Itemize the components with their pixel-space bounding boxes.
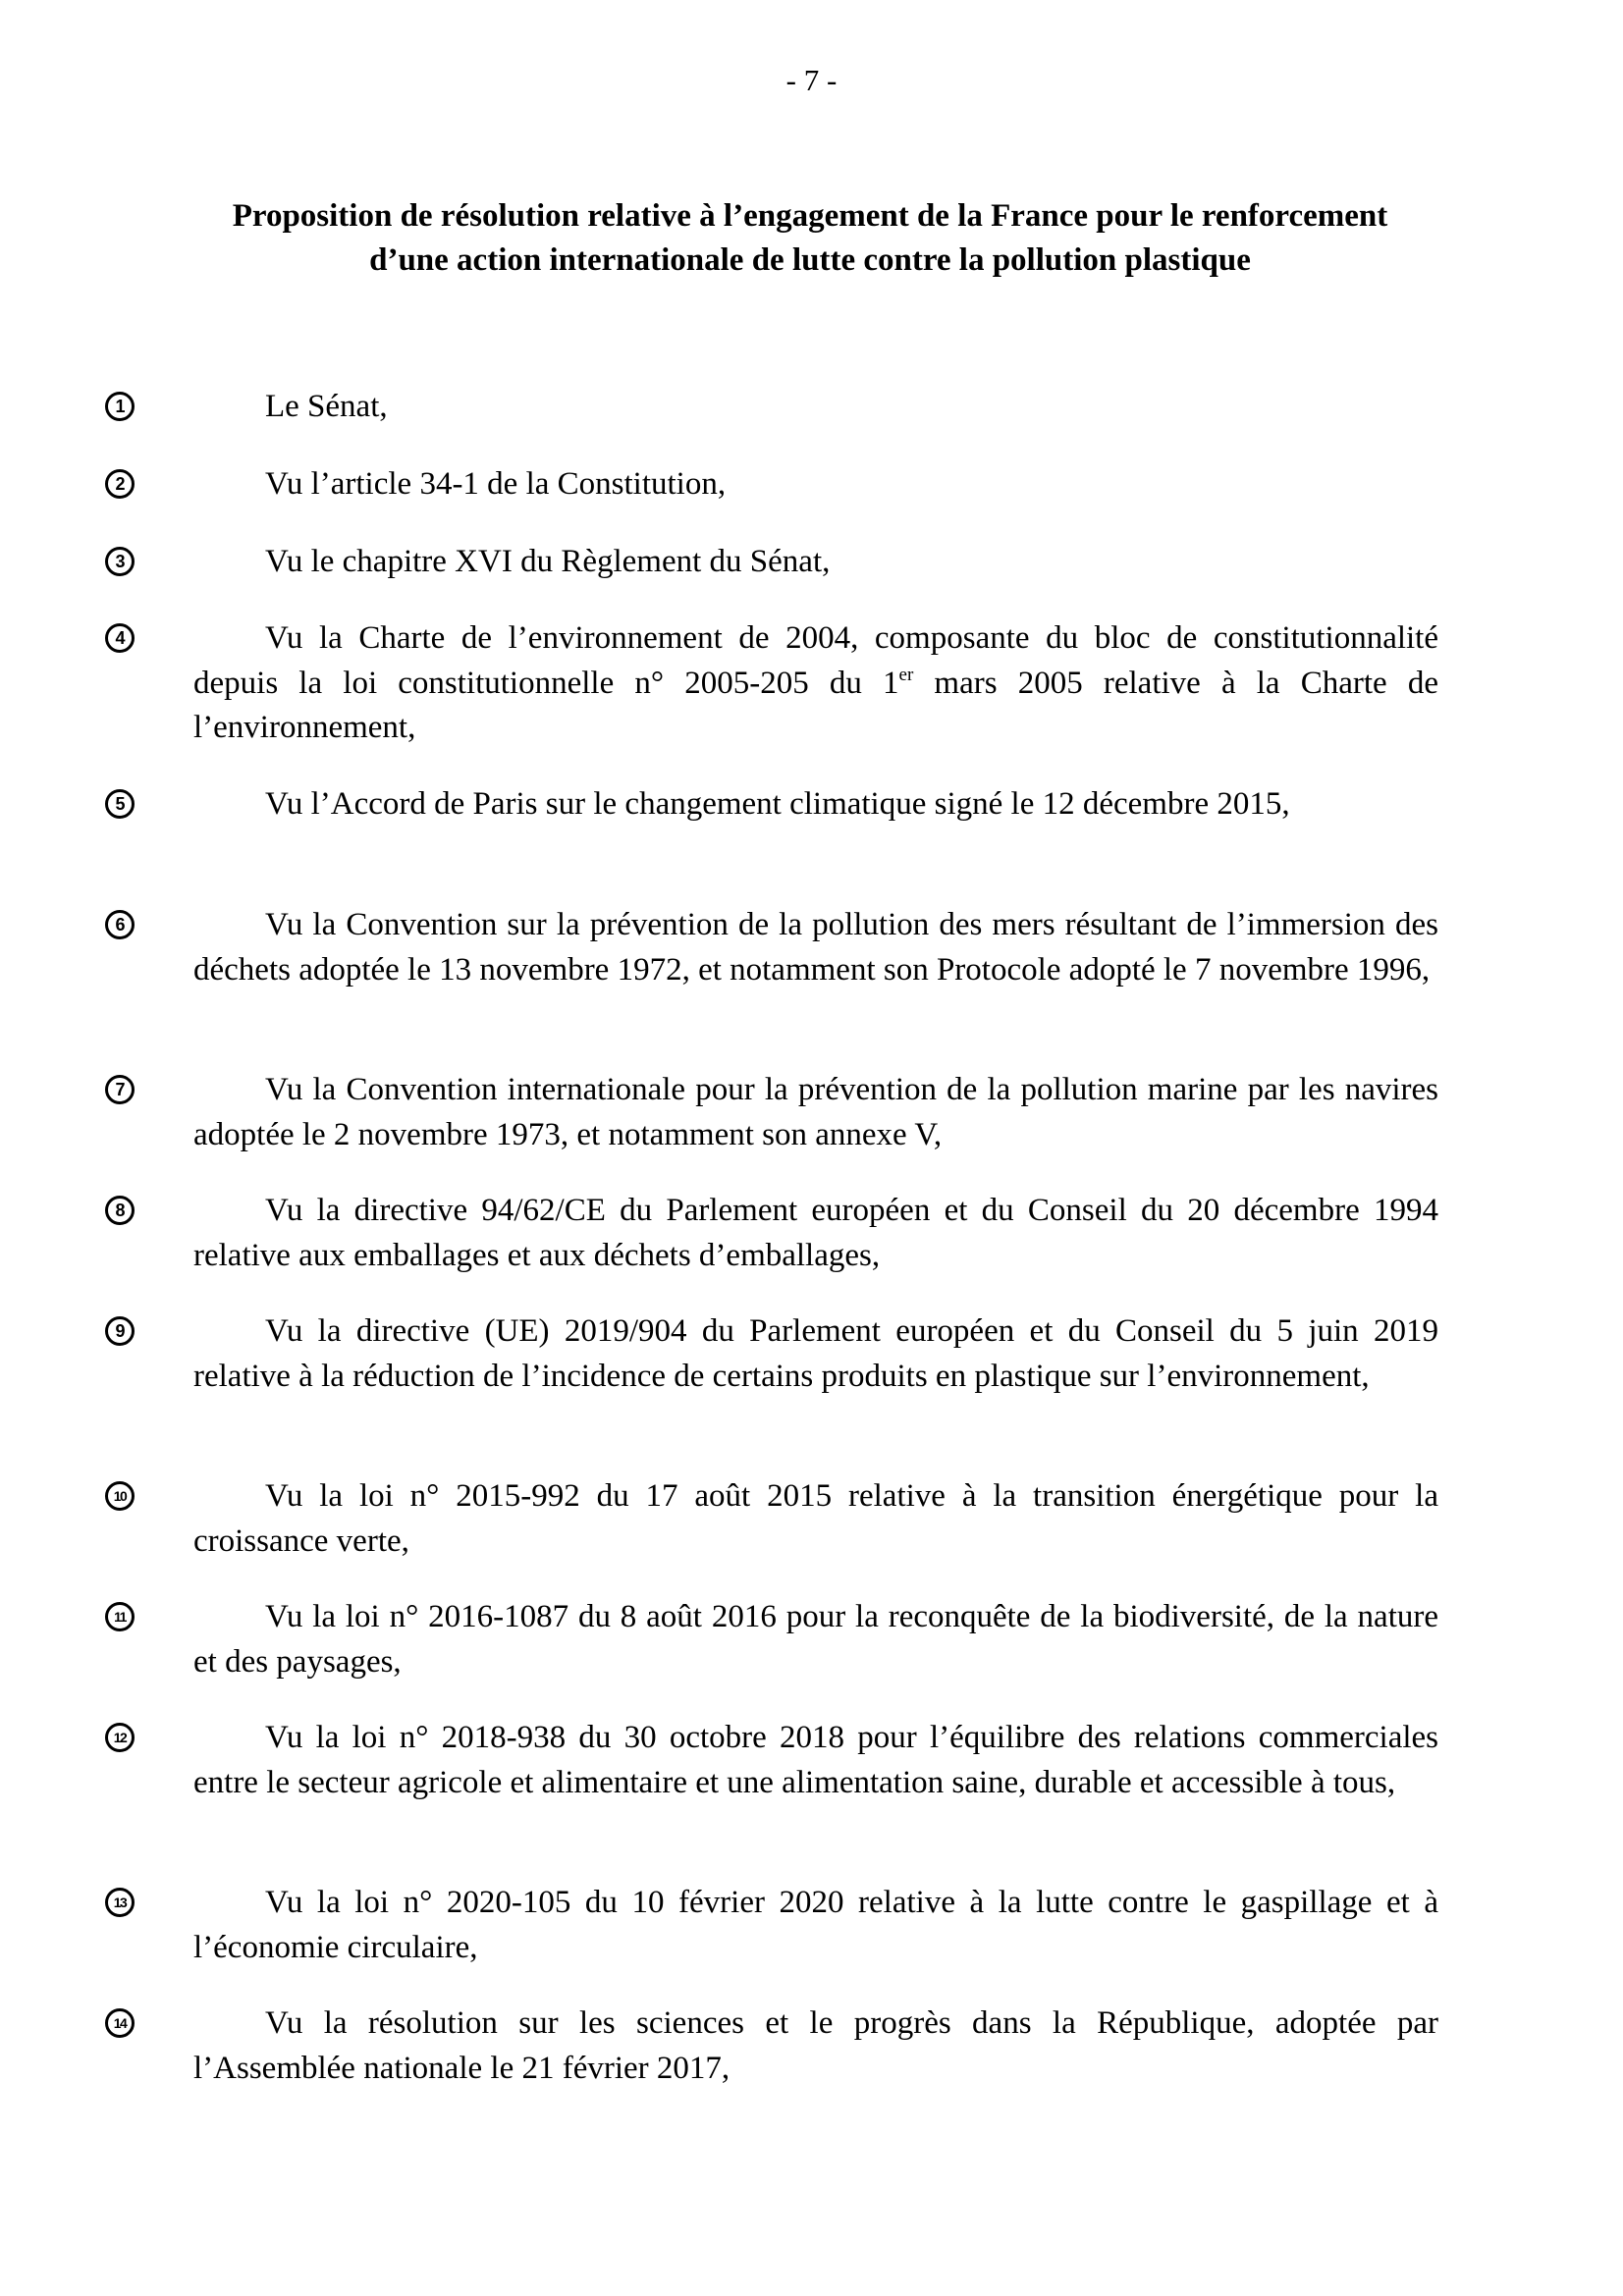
alinea-number-badge: 4 <box>105 623 135 653</box>
alinea-text: Vu l’Accord de Paris sur le changement climatique signé le 12 décembre 2015, <box>265 786 1290 822</box>
alinea-number-badge: 5 <box>105 789 135 819</box>
alinea-text: Vu la directive (UE) 2019/904 du Parlement européen et du Conseil du 5 juin 2019 relative à la réduction de l’incidence de certains produits en plastique sur l’environnement, <box>193 1313 1438 1394</box>
document-title: Proposition de résolution relative à l’engagement de la France pour le renforcement d’une action internationale de lutte contre la pollution plastique <box>232 198 1388 278</box>
alinea-text: Le Sénat, <box>265 389 388 424</box>
alinea-number-badge: 7 <box>105 1075 135 1104</box>
alinea-number-badge: 14 <box>105 2008 135 2038</box>
alinea-text: Vu la résolution sur les sciences et le progrès dans la République, adoptée par l’Assemblée nationale le 21 février 2017, <box>193 2005 1438 2086</box>
ordinal-superscript: er <box>898 664 914 685</box>
alinea-text: Vu la loi n° 2015-992 du 17 août 2015 relative à la transition énergétique pour la croissance verte, <box>193 1478 1438 1559</box>
alinea-number-badge: 12 <box>105 1723 135 1752</box>
alinea-number-badge: 3 <box>105 547 135 576</box>
alinea-number-badge: 13 <box>105 1888 135 1917</box>
alinea-number-badge: 6 <box>105 910 135 939</box>
alinea-text-part: Vu la Charte de l’environnement de 2004, composante du bloc de constitutionnalité depuis la loi constitutionnelle n° 2005-205 du 1 <box>193 620 1438 701</box>
alinea-number-badge: 1 <box>105 392 135 421</box>
alinea-number-badge: 2 <box>105 469 135 499</box>
page-number: - 7 - <box>785 63 838 97</box>
alinea-number-badge: 8 <box>105 1196 135 1225</box>
alinea-text: Vu la loi n° 2018-938 du 30 octobre 2018 pour l’équilibre des relations commerciales entre le secteur agricole et alimentaire et une alimentation saine, durable et accessible à tous, <box>193 1720 1438 1800</box>
alinea-number-badge: 11 <box>105 1602 135 1631</box>
alinea-text: Vu l’article 34-1 de la Constitution, <box>265 466 727 502</box>
alinea-text: Vu le chapitre XVI du Règlement du Sénat, <box>265 544 831 579</box>
alinea-number-badge: 9 <box>105 1316 135 1346</box>
alinea-text: Vu la Convention sur la prévention de la pollution des mers résultant de l’immersion des déchets adoptée le 13 novembre 1972, et notamment son Protocole adopté le 7 novembre 1996, <box>193 907 1438 988</box>
alinea-number-badge: 10 <box>105 1481 135 1511</box>
alinea-text-part: mars 2005 relative à la Charte de l’environnement, <box>193 665 1438 745</box>
alinea-text: Vu la loi n° 2020-105 du 10 février 2020 relative à la lutte contre le gaspillage et à l’économie circulaire, <box>193 1885 1438 1965</box>
alinea-text: Vu la loi n° 2016-1087 du 8 août 2016 pour la reconquête de la biodiversité, de la nature et des paysages, <box>193 1599 1438 1680</box>
alinea-text <box>193 616 1438 751</box>
alinea-text: Vu la directive 94/62/CE du Parlement européen et du Conseil du 20 décembre 1994 relative aux emballages et aux déchets d’emballages, <box>193 1193 1438 1273</box>
alinea-text: Vu la Convention internationale pour la prévention de la pollution marine par les navires adoptée le 2 novembre 1973, et notamment son annexe V, <box>193 1072 1438 1152</box>
